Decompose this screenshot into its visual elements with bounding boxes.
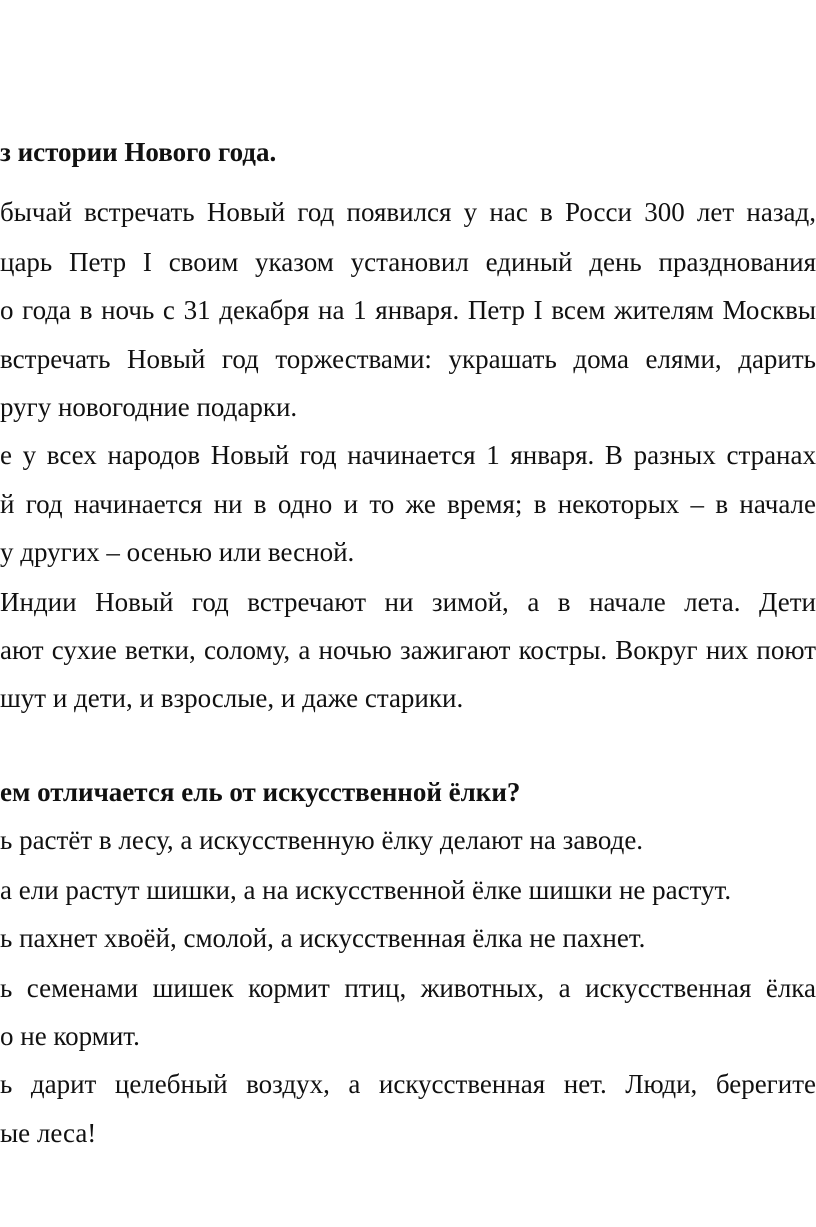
paragraph-line: встречать Новый год торжествами: украшать дома елями, дарить	[0, 344, 816, 374]
paragraph-line: шут и дети, и взрослые, и даже старики.	[0, 683, 464, 713]
paragraph-line: ругу новогодние подарки.	[0, 392, 298, 422]
section-heading-comparison: ем отличается ель от искусственной ёлки?	[0, 777, 521, 807]
paragraph-line: а ели растут шишки, а на искусственной ёлке шишки не растут.	[0, 875, 732, 905]
paragraph-line: бычай встречать Новый год появился у нас в Росси 300 лет назад,	[0, 197, 816, 227]
paragraph-line: Индии Новый год встречают ни зимой, а в начале лета. Дети	[0, 587, 816, 617]
paragraph-line: е у всех народов Новый год начинается 1 января. В разных странах	[0, 440, 816, 470]
paragraph-line: й год начинается ни в одно и то же время; в некоторых – в начале	[0, 489, 816, 519]
paragraph-line: ь дарит целебный воздух, а искусственная нет. Люди, берегите	[0, 1069, 816, 1099]
paragraph-line: ь пахнет хвоёй, смолой, а искусственная ёлка не пахнет.	[0, 923, 646, 953]
section-heading-history: з истории Нового года.	[0, 137, 277, 167]
paragraph-line: о не кормит.	[0, 1021, 140, 1051]
paragraph-line: ают сухие ветки, солому, а ночью зажигают костры. Вокруг них поют	[0, 635, 816, 665]
paragraph-line: ые леса!	[0, 1118, 97, 1148]
paragraph-line: ь семенами шишек кормит птиц, животных, а искусственная ёлка	[0, 973, 816, 1003]
paragraph-line: у других – осенью или весной.	[0, 537, 355, 567]
paragraph-line: царь Петр I своим указом установил единый день празднования	[0, 247, 816, 277]
paragraph-line: ь растёт в лесу, а искусственную ёлку делают на заводе.	[0, 825, 644, 855]
paragraph-line: о года в ночь с 31 декабря на 1 января. Петр I всем жителям Москвы	[0, 295, 816, 325]
